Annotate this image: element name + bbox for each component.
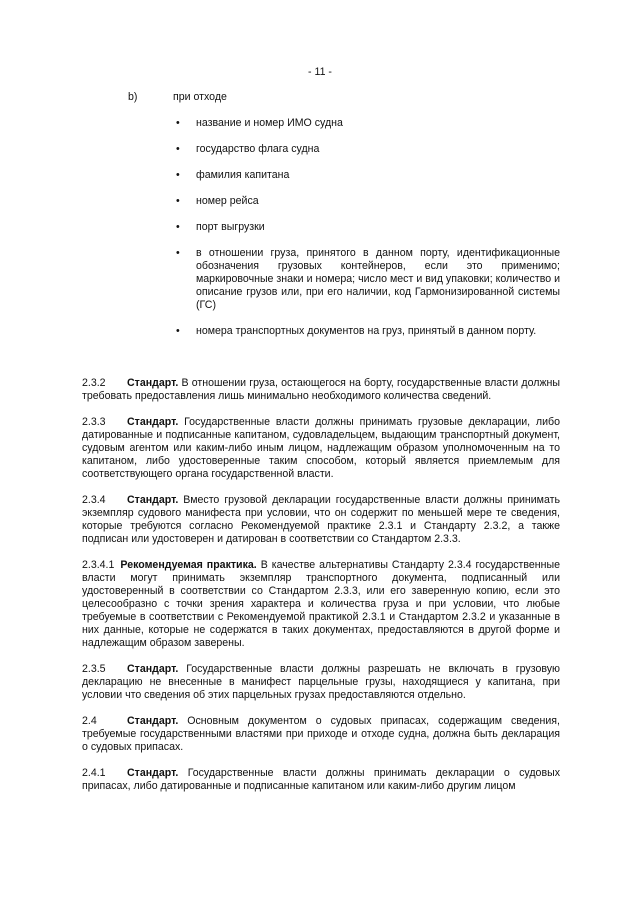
bullet-icon: •: [176, 195, 180, 207]
paragraph-2-4: [82, 715, 560, 754]
paragraph-2-3-5: [82, 663, 560, 702]
list-item-text: государство флага судна: [196, 143, 320, 155]
bullet-list: [176, 117, 560, 351]
paragraph-kind: Рекомендуемая практика.: [120, 558, 257, 571]
list-item-text: фамилия капитана: [196, 169, 290, 181]
bullet-icon: •: [176, 325, 180, 337]
paragraph-number: 2.3.3: [82, 415, 106, 428]
bullet-icon: •: [176, 117, 180, 129]
page-number: - 11 -: [308, 66, 332, 78]
paragraph-text: Государственные власти должны принимать декларации о судовых припасах, либо датированные и подписанные капитаном или каким-либо другим лицом: [82, 766, 560, 792]
list-item: [176, 143, 560, 156]
paragraph-number: 2.3.4: [82, 493, 106, 506]
paragraph-text: В отношении груза, остающегося на борту, государственные власти должны требовать предоставления лишь минимально необходимого количества сведений.: [82, 376, 560, 402]
list-item: [176, 117, 560, 130]
paragraph-text: Государственные власти должны разрешать не включать в грузовую декларацию не внесенные в манифест парцельные грузы, находящиеся у капитана, при условии что сведения об этих парцельных грузах предоставляются отдельно.: [82, 662, 560, 701]
list-item-text: номера транспортных документов на груз, принятый в данном порту.: [196, 325, 537, 337]
paragraphs: [82, 366, 560, 806]
paragraph-text: Вместо грузовой декларации государственные власти должны принимать экземпляр судового манифеста при условии, что он содержит по меньшей мере те сведения, которые требуются согласно Рекомендуемой практике 2.3.1 и Стандарту 2.3.2, а также подписан или удостоверен и датирован в соответствии со Стандартом 2.3.3.: [82, 493, 560, 545]
list-item: [176, 221, 560, 234]
paragraph-number: 2.3.2: [82, 376, 106, 389]
paragraph-2-3-2: [82, 377, 560, 403]
paragraph-2-3-4-1: [82, 559, 560, 650]
list-item: [176, 325, 560, 338]
subsection-title: при отходе: [173, 91, 227, 103]
paragraph-kind: Стандарт.: [127, 376, 179, 389]
bullet-icon: •: [176, 247, 180, 259]
paragraph-text: Государственные власти должны принимать грузовые декларации, либо датированные и подписанные капитаном, судовладельцем, выдающим транспортный документ, судовым агентом или каким-либо иным лицом, надлежащим образом уполномоченным на то капитаном, либо удостоверенные таким способом, который является приемлемым для соответствующего органа государственной власти.: [82, 415, 560, 480]
paragraph-number: 2.3.5: [82, 662, 106, 675]
paragraph-number: 2.4.1: [82, 766, 106, 779]
list-item-text: название и номер ИМО судна: [196, 117, 343, 129]
subsection-label: b): [128, 91, 138, 103]
paragraph-kind: Стандарт.: [127, 766, 179, 779]
bullet-icon: •: [176, 169, 180, 181]
paragraph-kind: Стандарт.: [127, 714, 179, 727]
paragraph-text: В качестве альтернативы Стандарту 2.3.4 государственные власти могут принимать экземпляр транспортного документа, подписанный или удостоверенный в соответствии со Стандартом 2.3.3, или его заверенную копию, если это целесообразно с точки зрения характера и количества груза и при условии, что любые требуемые в соответствии с Рекомендуемой практикой 2.3.1 и Стандартом 2.3.2 и указанные в них данные, которые не содержатся в таких документах, предоставляются в другой форме и надлежащим образом заверены.: [82, 558, 560, 649]
paragraph-2-4-1: [82, 767, 560, 793]
paragraph-number: 2.4: [82, 714, 97, 727]
bullet-icon: •: [176, 221, 180, 233]
list-item-text: порт выгрузки: [196, 221, 265, 233]
bullet-icon: •: [176, 143, 180, 155]
list-item: [176, 247, 560, 312]
paragraph-2-3-3: [82, 416, 560, 481]
list-item-text: в отношении груза, принятого в данном порту, идентификационные обозначения грузовых контейнеров, если это применимо; маркировочные знаки и номера; число мест и вид упаковки; количество и описание грузов или, при его наличии, код Гармонизированной системы (ГС): [196, 247, 560, 311]
list-item: [176, 195, 560, 208]
list-item: [176, 169, 560, 182]
paragraph-2-3-4: [82, 494, 560, 546]
paragraph-kind: Стандарт.: [127, 662, 179, 675]
paragraph-kind: Стандарт.: [127, 415, 179, 428]
paragraph-number: 2.3.4.1: [82, 558, 115, 571]
paragraph-text: Основным документом о судовых припасах, содержащим сведения, требуемые государственными властями при приходе и отходе судна, должна быть декларация о судовых припасах.: [82, 714, 560, 753]
paragraph-kind: Стандарт.: [127, 493, 179, 506]
list-item-text: номер рейса: [196, 195, 259, 207]
